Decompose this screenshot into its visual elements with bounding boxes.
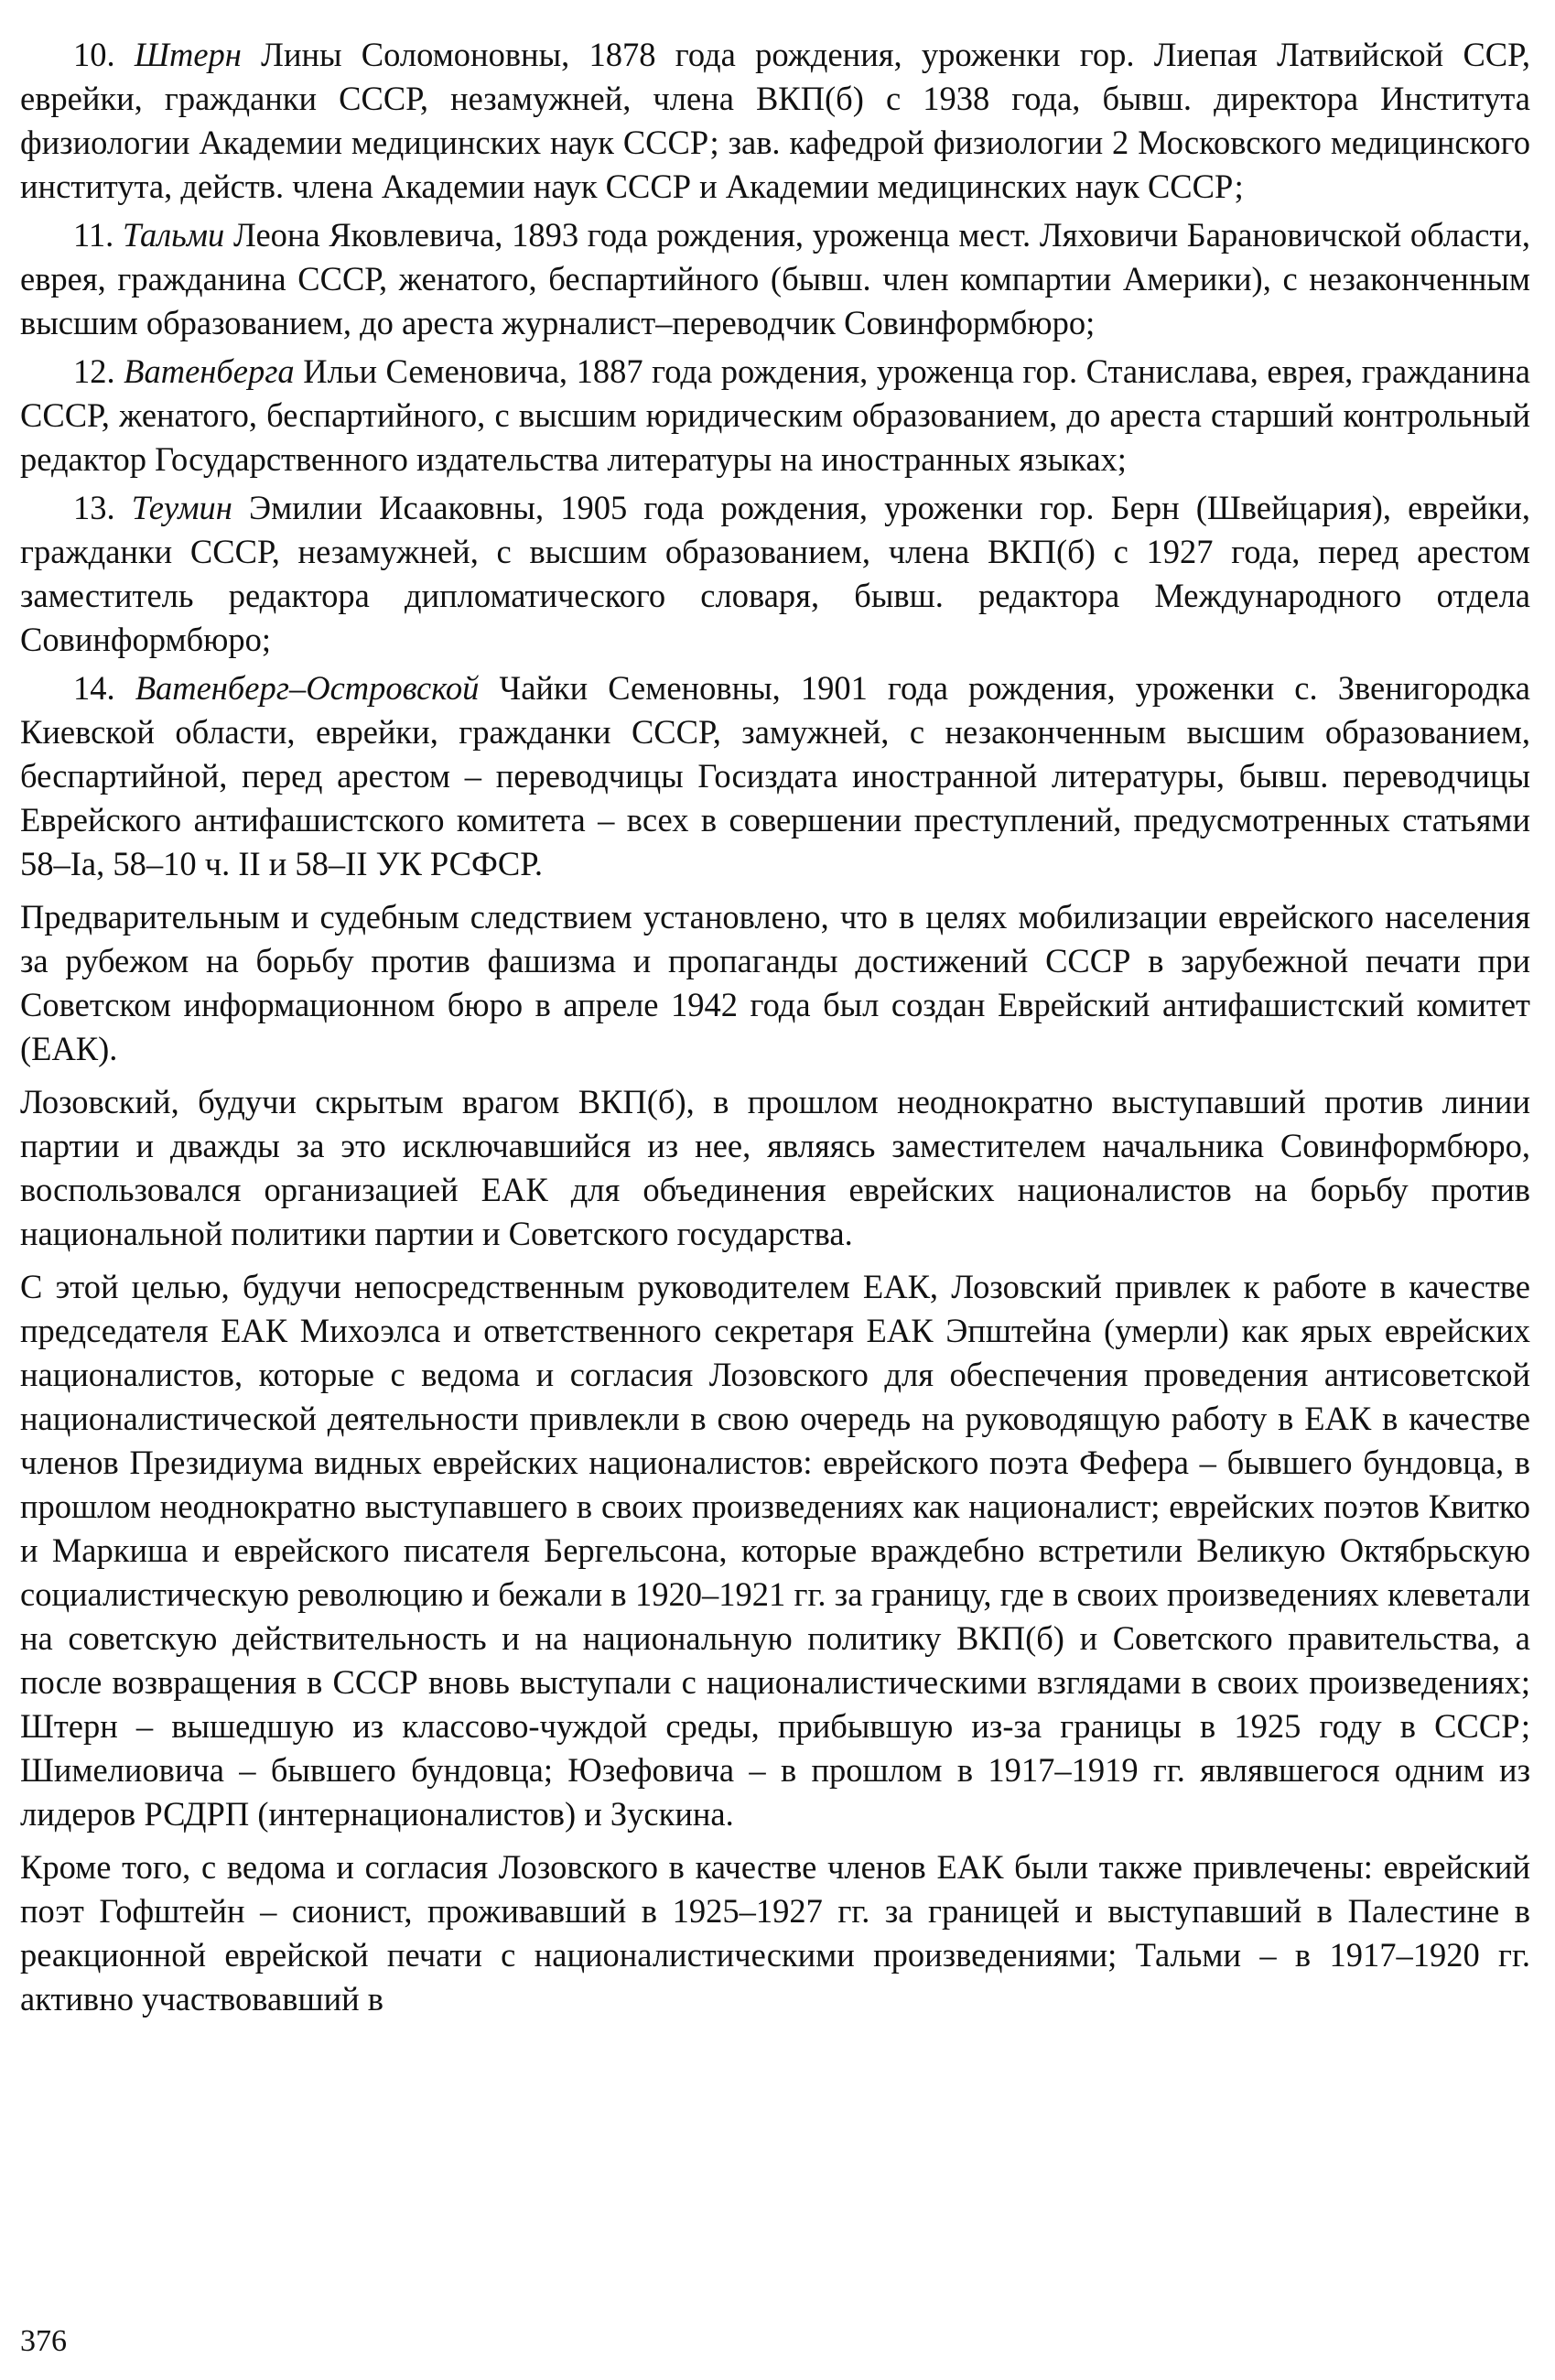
entry-surname: Ватенберг–Островской <box>135 669 480 707</box>
entry-text: Чайки Семеновны, 1901 года рождения, уроженки с. Звенигородка Киевской области, еврейки, гражданки СССР, замужней, с незаконченным высшим образованием, беспартийной, перед арестом – переводчицы Госиздата иностранной литературы, бывш. переводчицы Еврейского антифашистского комитета – всех в совершении преступлений, предусмотренных статьями 58–Ia, 58–10 ч. II и 58–II УК РСФСР. <box>20 669 1530 882</box>
paragraph: Лозовский, будучи скрытым врагом ВКП(б), в прошлом неоднократно выступавший против линии партии и дважды за это исключавшийся из нее, являясь заместителем начальника Совинформбюро, воспользовался организацией ЕАК для объединения еврейских националистов на борьбу против национальной политики партии и Советского государства. <box>20 1083 1530 1252</box>
entry-number: 10. <box>73 36 115 73</box>
entry-surname: Тальми <box>122 216 225 254</box>
entry-11 <box>20 213 1530 345</box>
entry-13 <box>20 486 1530 662</box>
entry-10 <box>20 33 1530 209</box>
entry-number: 12. <box>73 352 115 390</box>
paragraph: Кроме того, с ведома и согласия Лозовского в качестве членов ЕАК были также привлечены: еврейский поэт Гофштейн – сионист, проживавший в 1925–1927 гг. за границей и выступавший в Палестине в реакционной еврейской печати с националистическими произведениями; Тальми – в 1917–1920 гг. активно участвовавший в <box>20 1848 1530 2018</box>
entry-text: Лины Соломоновны, 1878 года рождения, уроженки гор. Лиепая Латвийской ССР, еврейки, гражданки СССР, незамужней, члена ВКП(б) с 1938 года, бывш. директора Института физиологии Академии медицинских наук СССР; зав. кафедрой физиологии 2 Московского медицинского института, действ. члена Академии наук СССР и Академии медицинских наук СССР; <box>20 36 1530 205</box>
entry-surname: Ватенберга <box>124 352 295 390</box>
entry-12 <box>20 350 1530 481</box>
entry-number: 14. <box>73 669 115 707</box>
paragraph: Предварительным и судебным следствием установлено, что в целях мобилизации еврейского населения за рубежом на борьбу против фашизма и пропаганды достижений СССР в зарубежной печати при Советском информационном бюро в апреле 1942 года был создан Еврейский антифашистский комитет (ЕАК). <box>20 898 1530 1067</box>
entry-text: Эмилии Исааковны, 1905 года рождения, уроженки гор. Берн (Швейцария), еврейки, гражданки СССР, незамужней, с высшим образованием, члена ВКП(б) с 1927 года, перед арестом заместитель редактора дипломатического словаря, бывш. редактора Международного отдела Совинформбюро; <box>20 489 1530 658</box>
entry-number: 13. <box>73 489 115 526</box>
entry-text: Ильи Семеновича, 1887 года рождения, уроженца гор. Станислава, еврея, гражданина СССР, женатого, беспартийного, с высшим юридическим образованием, до ареста старший контрольный редактор Государственного издательства литературы на иностранных языках; <box>20 352 1530 478</box>
entry-14 <box>20 666 1530 886</box>
entry-text: Леона Яковлевича, 1893 года рождения, уроженца мест. Ляховичи Барановичской области, еврея, гражданина СССР, женатого, беспартийного (бывш. член компартии Америки), с незаконченным высшим образованием, до ареста журналист–переводчик Совинформбюро; <box>20 216 1531 341</box>
paragraph: С этой целью, будучи непосредственным руководителем ЕАК, Лозовский привлек к работе в качестве председателя ЕАК Михоэлса и ответственного секретаря ЕАК Эпштейна (умерли) как ярых еврейских националистов, которые с ведома и согласия Лозовского для обеспечения проведения антисоветской националистической деятельности привлекли в свою очередь на руководящую работу в ЕАК в качестве членов Президиума видных еврейских националистов: еврейского поэта Фефера – бывшего бундовца, в прошлом неоднократно выступавшего в своих произведениях как националист; еврейских поэтов Квитко и Маркиша и еврейского писателя Бергельсона, которые враждебно встретили Великую Октябрьскую социалистическую революцию и бежали в 1920–1921 гг. за границу, где в своих произведениях клеветали на советскую действительность и на национальную политику ВКП(б) и Советского правительства, а после возвращения в СССР вновь выступали с националистическими взглядами в своих произведениях; Штерн – вышедшую из классово-чуждой среды, прибывшую из-за границы в 1925 году в СССР; Шимелиовича – бывшего бундовца; Юзефовича – в прошлом в 1917–1919 гг. являвшегося одним из лидеров РСДРП (интернационалистов) и Зускина. <box>20 1268 1530 1833</box>
entry-number: 11. <box>73 216 114 254</box>
document-body <box>20 33 1530 2026</box>
entry-surname: Теумин <box>131 489 232 526</box>
page-number: 376 <box>20 2324 67 2358</box>
entry-surname: Штерн <box>134 36 242 73</box>
